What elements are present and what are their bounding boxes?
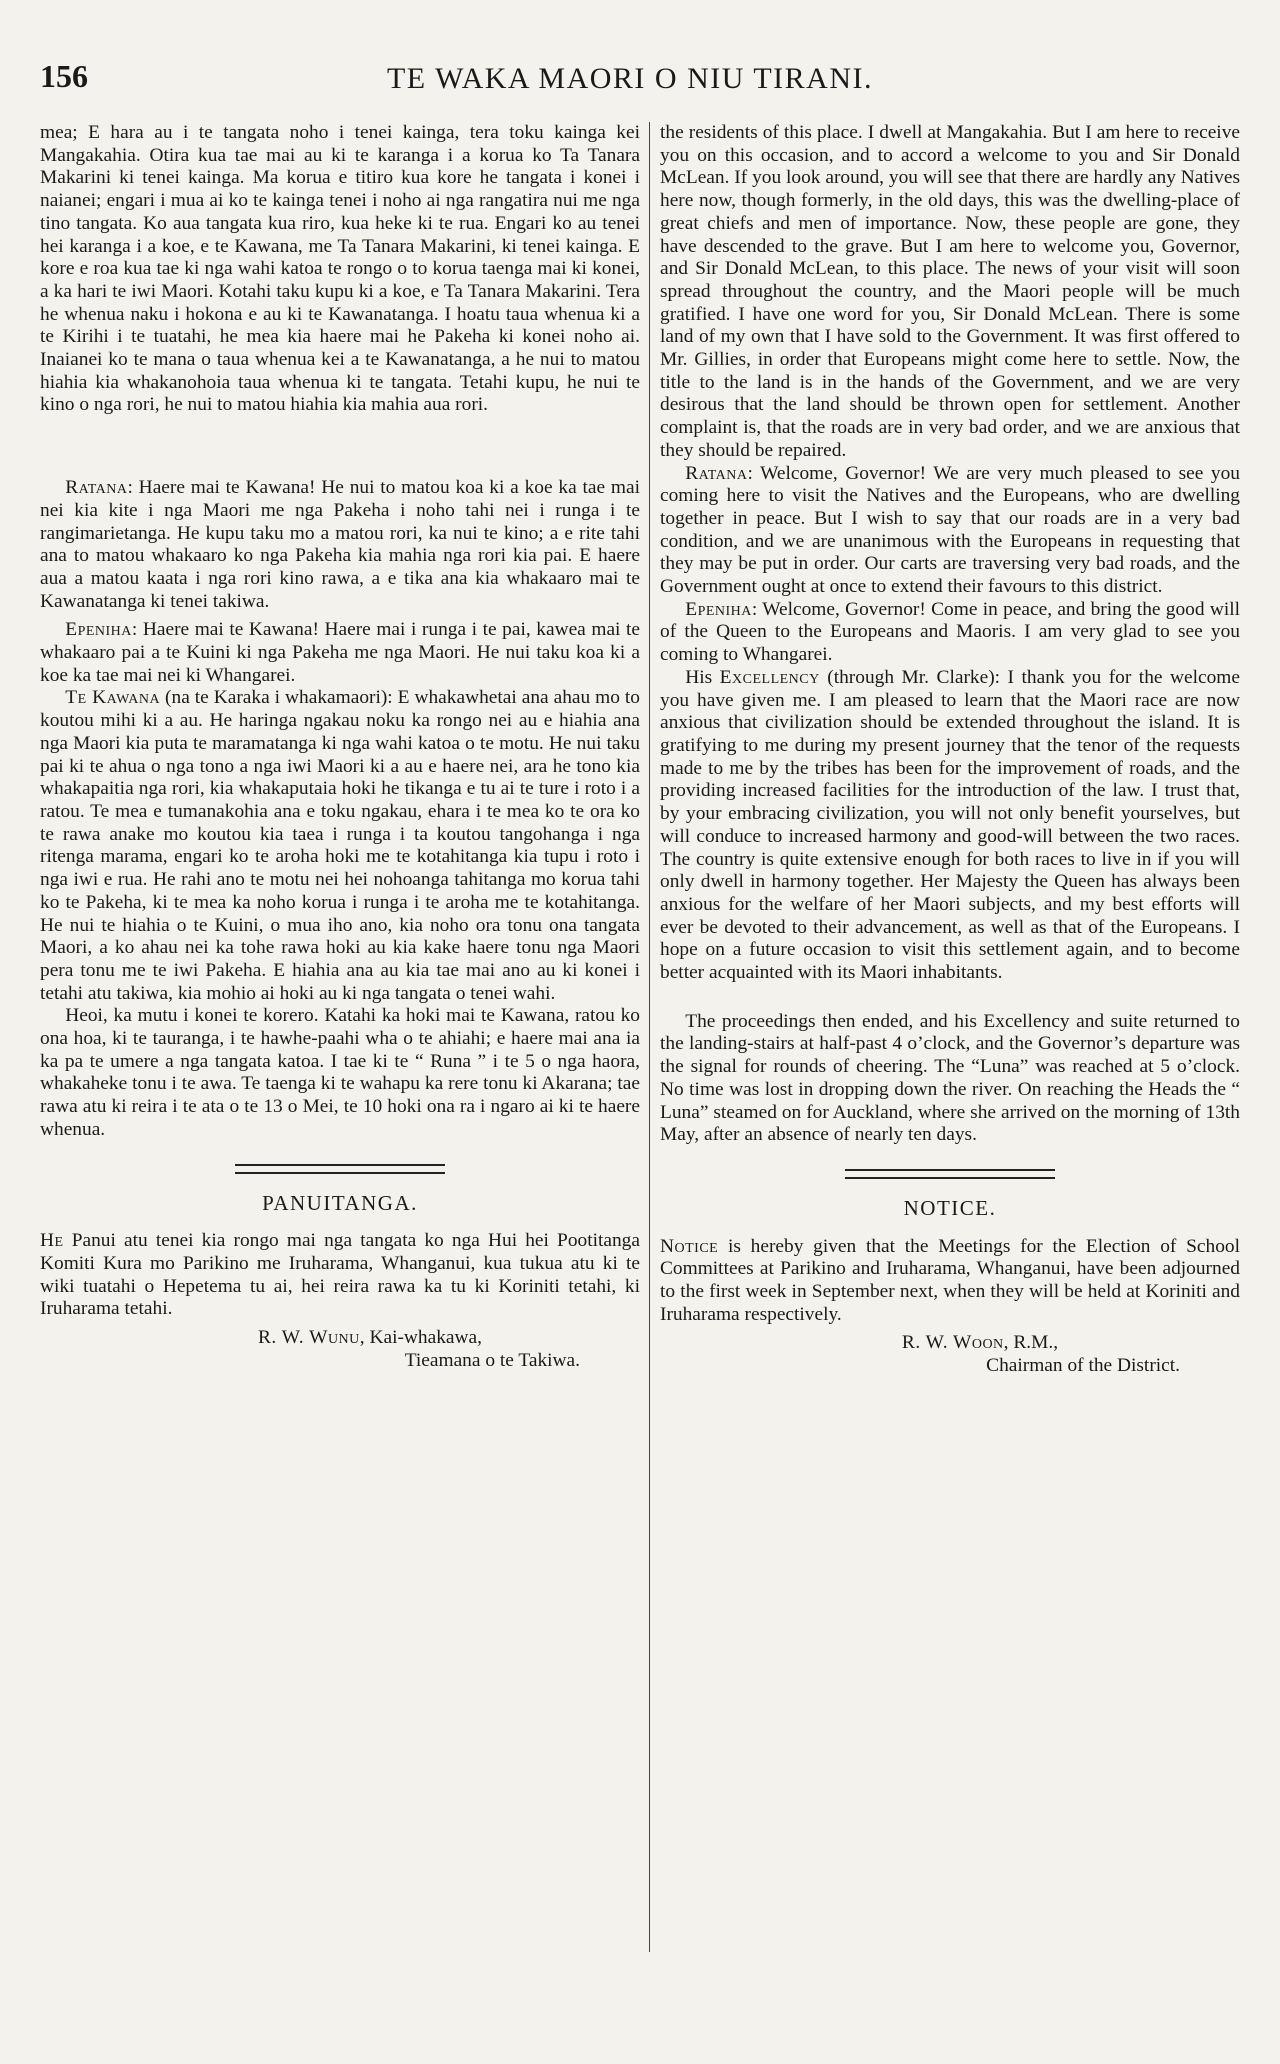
speaker-name: Epeniha <box>685 598 752 620</box>
page-header <box>40 58 1220 104</box>
notice-body-english: Notice is hereby given that the Meetings for the Election of School Committees at Parikino and Iruharama, Whanganui, have been adjourned to the first week in September next, when they will be held at Koriniti and Iruharama respectively. <box>660 1235 1240 1325</box>
speaker-name: Ratana <box>685 462 748 484</box>
speaker-name: Ratana <box>65 477 128 499</box>
maori-column <box>40 122 640 1372</box>
notice-heading-english: NOTICE. <box>903 1195 997 1220</box>
section-rule <box>235 1164 445 1174</box>
paragraph-english-closing: The proceedings then ended, and his Excellency and suite returned to the landing-stairs at half-past 4 o’clock, and the Governor’s departure was the signal for rounds of cheering. The “Luna” was reached at 5 o’clock. No time was lost in dropping down the river. On reaching the Heads the “ Luna” steamed on for Auckland, where she arrived on the morning of 13th May, after an absence of nearly ten days. <box>660 1010 1240 1146</box>
paragraph-english-excellency: His Excellency (through Mr. Clarke): I thank you for the welcome you have given me. I am pleased to learn that the Maori race are now anxious that civilization should be extended throughout the island. It is gratifying to me during my present journey that the tenor of the requests made to me by the tribes has been for the improvement of roads, and the providing increased facilities for the introduction of the law. I trust that, by your embracing civilization, you will not only benefit yourselves, but will conduce to increased harmony and good-will between the two races. The country is quite extensive enough for both races to live in if you will only dwell in harmony together. Her Majesty the Queen has always been anxious for the welfare of her Maori subjects, and my best efforts will ever be devoted to their advancement, as well as that of the Europeans. I hope on a future occasion to visit this settlement again, and to become better acquainted with its Maori inhabitants. <box>660 666 1240 984</box>
paragraph-maori-1: mea; E hara au i te tangata noho i tenei kainga, tera toku kainga kei Mangakahia. Otira kua tae mai au ki te karanga i a korua ko Ta Tanara Makarini ki tenei kainga. Ma korua e titiro kua kore he tangata i konei i naianei; engari i mua ai ko te kainga tenei i noho ai nga rangatira nui me nga tino tangata. Ko aua tangata kua riro, kua heke ki te rua. Engari ko au tenei hei karanga i a koe, e te Kawana, me Ta Tanara Makarini, ki tenei kainga. E kore e roa kua tae ki nga wahi katoa te rongo o to korua taenga mai ki konei, a ka hari te iwi Maori. Kotahi taku kupu ki a koe, e Ta Tanara Makarini. Tera he whenua naku i hokona e au ki te Kawanatanga. I hoatu taua whenua ki a te Kirihi i te tuatahi, he mea kia haere mai he Pakeha ki konei noho ai. Inaianei ko te mana o taua whenua kei a te Kawanatanga, a he nui to matou hiahia kia whakanohoia taua whenua ki te tangata. Tetahi kupu, he nui te kino o nga rori, he nui to matou hiahia kia mahia aua rori. <box>40 122 640 416</box>
paragraph-english-ratana: Ratana: Welcome, Governor! We are very much pleased to see you coming here to visit the Natives and the Europeans, who are dwelling together in peace. But I wish to say that our roads are in a very bad condition, and we are unanimous with the Europeans in requesting that they may be put in order. Our carts are traversing very bad roads, and the Government ought at once to extend their favours to this district. <box>660 462 1240 598</box>
speaker-name: Epeniha <box>65 619 132 641</box>
english-column <box>660 122 1240 1378</box>
paragraph-maori-kawana: Te Kawana (na te Karaka i whakamaori): E whakawhetai ana ahau mo to koutou mihi ki a au. He haringa ngakau noku ka rongo nei au e hiahia ana nga Maori kia puta te maramatanga ki nga wahi katoa o te motu. He nui taku pai ki te ahua o nga tono a nga iwi Maori ki a au e haere nei, ara he tono kia whakapaitia nga rori, kia whakaputaia hoki he tikanga e tu ai te ture i roto i a ratou. Te mea e tumanakohia ana e toku ngakau, ehara i te mea ko te ora ko te rawa anake mo koutou kia taea i runga i ta koutou tangohanga i nga ritenga marama, engari ko te aroha hoki me te kotahitanga kia tupu i roto i nga iwi e rua. He rahi ano te motu nei hei nohoanga tahitanga mo korua tahi ko te Pakeha, ki te mea ka noho korua i runga i te aroha me te kotahitanga. He nui te hiahia o te Kuini, o mua iho ano, kia noho ora tonu ona tangata Maori, a ko ahau nei ka tohe rawa hoki au kia kake haere tonu nga Maori pera tonu me te iwi Pakeha. E hiahia ana au kia tae mai ano au ki konei i tetahi atu takiwa, kia mohio ai hoki au ki nga tangata o tenei wahi. <box>40 687 640 1004</box>
page-number: 156 <box>40 58 88 94</box>
paragraph-maori-closing: Heoi, ka mutu i konei te korero. Katahi ka hoki mai te Kawana, ratou ko ona hoa, ki te tauranga, i te hawhe-paahi wha o te ahiahi; e haere mai ana ia ka pa te umere a nga tangata katoa. I tae ki te “ Runa ” i te 5 o nga haora, whakaheke tonu i te awa. Te taenga ki te wahapu ka rere tonu ki Akarana; tae rawa atu ki reira i te ata o te 13 o Mei, te 10 hoki ona ra i ngaro ai ki te haere whenua. <box>40 1005 640 1140</box>
column-divider <box>649 122 650 1952</box>
signature-title-maori: Tieamana o te Takiwa. <box>404 1349 580 1371</box>
paragraph-maori-epeniha: Epeniha: Haere mai te Kawana! Haere mai i runga i te pai, kawea mai te whakaaro pai a te Kuini ki nga Pakeha me nga Maori. He nui taku koa ki a koe ka tae mai nei ki Whangarei. <box>40 619 640 686</box>
notice-body-maori: He Panui atu tenei kia rongo mai nga tangata ko nga Hui hei Pootitanga Komiti Kura mo Parikino me Iruharama, Whanganui, kua tukua atu ki te wiki tuatahi o Hepetema tu ai, hei reira rawa ka tu ki Koriniti tetahi, ki Iruharama tetahi. <box>40 1230 640 1320</box>
speaker-name: Excellency <box>719 666 820 688</box>
notice-heading-maori: PANUITANGA. <box>262 1190 418 1215</box>
signature-english: R. W. Woon, R.M., <box>901 1332 1059 1354</box>
speaker-name: Te Kawana <box>65 687 161 709</box>
section-rule <box>845 1169 1055 1179</box>
paragraph-english-1: the residents of this place. I dwell at Mangakahia. But I am here to receive you on this occasion, and to accord a welcome to you and Sir Donald McLean. If you look around, you will see that there are hardly any Natives here now, though formerly, in the old days, this was the dwelling-place of great chiefs and men of importance. Now, these people are gone, they have descended to the grave. But I am here to welcome you, Governor, and Sir Donald McLean, to this place. The news of your visit will soon spread throughout the country, and the Maori people will be much gratified. I have one word for you, Sir Donald McLean. There is some land of my own that I have sold to the Government. It was first offered to Mr. Gillies, in order that Europeans might come here to settle. Now, the title to the land is in the hands of the Government, and we are very desirous that the land should be thrown open for settlement. Another complaint is, that the roads are in very bad order, and we are anxious that they should be repaired. <box>660 122 1240 461</box>
signature-title-english: Chairman of the District. <box>986 1355 1180 1377</box>
paragraph-maori-ratana: Ratana: Haere mai te Kawana! He nui to matou koa ki a koe ka tae mai nei kia kite i nga Maori me nga Pakeha i noho tahi nei i runga i te rangimarietanga. He kupu taku mo a matou rori, ka nui te kino; a e rite tahi ana to matou whakaaro ko nga Pakeha kia mahia nga rori kia pai. E haere aua a matou kaata i nga rori kino rawa, a e tika ana kia whakaaro mai te Kawanatanga ki tenei takiwa. <box>40 477 640 612</box>
paragraph-english-epeniha: Epeniha: Welcome, Governor! Come in peace, and bring the good will of the Queen to the Europeans and Maoris. I am very glad to see you coming to Whangarei. <box>660 598 1240 666</box>
signature-maori: R. W. Wunu, Kai-whakawa, <box>258 1327 482 1349</box>
running-title: TE WAKA MAORI O NIU TIRANI. <box>386 62 874 95</box>
